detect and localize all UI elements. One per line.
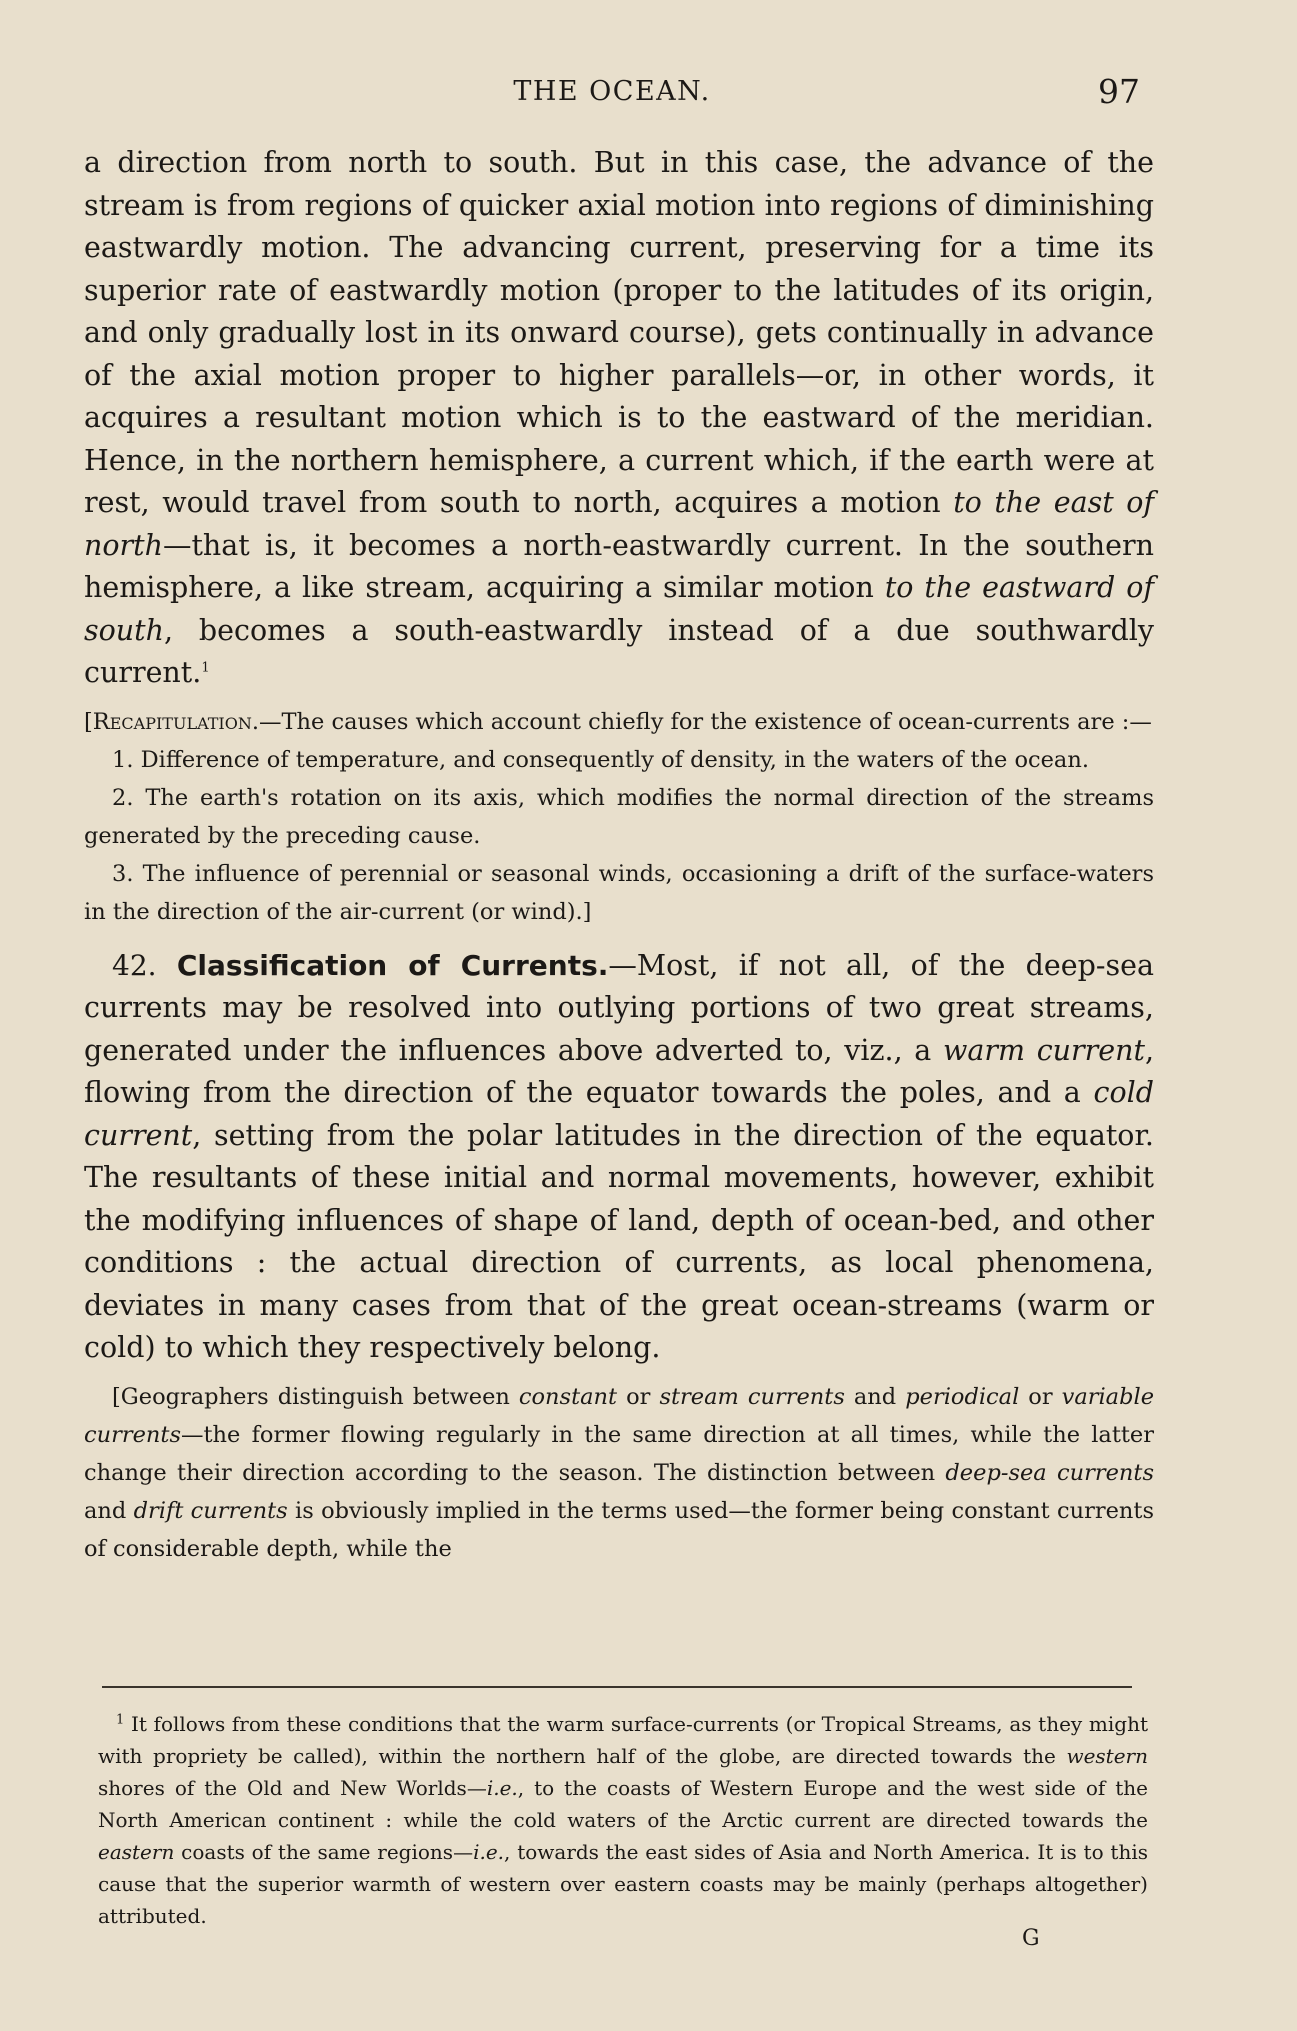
text-run: coasts of the same regions— [174,1840,474,1864]
italic-run: warm current [942,1033,1145,1067]
bracket: [ [84,708,93,735]
italic-run: deep-sea currents [945,1459,1154,1486]
recap-item-2: 2. The earth's rotation on its axis, which modifies the normal direction of the streams generated by the preceding cause. [84,784,1154,849]
text-run: , towards the east sides of Asia and North America. It is to this cause that the superior warmth of western over eastern coasts may be mainly (perhaps altogether) attributed. [98,1840,1149,1928]
recapitulation-label: Recapitulation. [92,708,260,735]
text-run: and [84,1497,134,1524]
section-number: 42. [112,948,157,982]
section-42-paragraph [84,945,1154,1370]
footnote-1 [98,1708,1148,1932]
footnote-marker: 1 [116,1712,125,1728]
paragraph-rotation-effect [84,142,1154,695]
text-run: , flowing from the direction of the equator towards the poles, and a [84,1033,1154,1109]
italic-run: periodical [905,1383,1020,1410]
recap-item-3: 3. The influence of perennial or seasonal winds, occasioning a drift of the surface-waters in the direction of the air-current (or wind).] [84,860,1154,925]
text-run: —Most, if not all, of the deep-sea currents may be resolved into outlying portions of two great streams, generated under the influences above adverted to, viz., a [84,948,1155,1067]
geographers-paragraph [84,1378,1154,1568]
italic-run: stream currents [659,1383,845,1410]
italic-run: to the eastward of south [84,571,1154,647]
italic-run: i.e. [473,1840,505,1864]
text-run: shores of the Old and New Worlds— [98,1776,487,1800]
text-run: —the former flowing regularly in the same direction at all times, while the latter change their direction according to the season. The distinction between [84,1421,1154,1486]
recapitulation-intro [84,703,1154,741]
italic-run: cold current [84,1076,1154,1152]
italic-run: western [1066,1744,1148,1768]
running-header [84,72,1140,120]
text-run: , to the coasts of Western Europe and the west side of the North American continent : while the cold waters of the Arctic current are directed towards the [98,1776,1148,1832]
footnote-divider [102,1686,1132,1688]
text-run: or [617,1383,660,1410]
section-heading: Classification of Currents. [176,948,609,982]
italic-run: i.e. [486,1776,518,1800]
text-run: and [844,1383,906,1410]
text-run: , setting from the polar latitudes in the direction of the equator. The resultants of these initial and normal movements, however, exhibit the modifying influences of shape of land, depth of ocean-bed, and other conditions : the actual direction of currents, as local phenomena, deviates in many cases from that of the great ocean-streams (warm or cold) to which they respectively belong. [84,1118,1154,1364]
italic-run: eastern [98,1840,175,1864]
text-run: —that is, it becomes a north-eastwardly current. In the southern hemisphere, a like stream, acquiring a similar motion [84,528,1154,604]
italic-run: constant [518,1383,618,1410]
footnote-reference: 1 [201,660,210,676]
italic-run: drift currents [133,1497,288,1524]
text-run: a direction from north to south. But in this case, the advance of the stream is from regions of quicker axial motion into regions of diminishing eastwardly motion. The advancing current, preserving for a time its superior rate of eastwardly motion (proper to the latitudes of its origin, and only gradually lost in its onward course), gets continually in advance of the axial motion proper to higher parallels—or, in other words, it acquires a resultant motion which is to the eastward of the meridian. Hence, in the northern hemisphere, a current which, if the earth were at rest, would travel from south to north, acquires a motion [84,146,1154,519]
text-run: —The causes which account chiefly for the existence of ocean-currents are :— [259,708,1152,735]
italic-run: variable currents [84,1383,1155,1448]
page-body [84,142,1154,1568]
page-number: 97 [1098,72,1140,111]
text-run: [Geographers distinguish between [112,1383,519,1410]
recap-item-1: 1. Difference of temperature, and consequently of density, in the waters of the ocean. [112,746,1089,773]
text-run: is obviously implied in the terms used—the former being constant currents of considerable depth, while the [84,1497,1154,1562]
text-run: or [1019,1383,1062,1410]
signature-mark: G [1022,1926,1040,1951]
running-title: THE OCEAN. [513,76,711,107]
text-run: It follows from these conditions that the warm surface-currents (or Tropical Streams, as they might with propriety be called), within the northern half of the globe, are directed towards the [98,1712,1148,1768]
italic-run: to the east of north [84,486,1154,562]
text-run: , becomes a south-eastwardly instead of a due southwardly current. [84,613,1154,689]
